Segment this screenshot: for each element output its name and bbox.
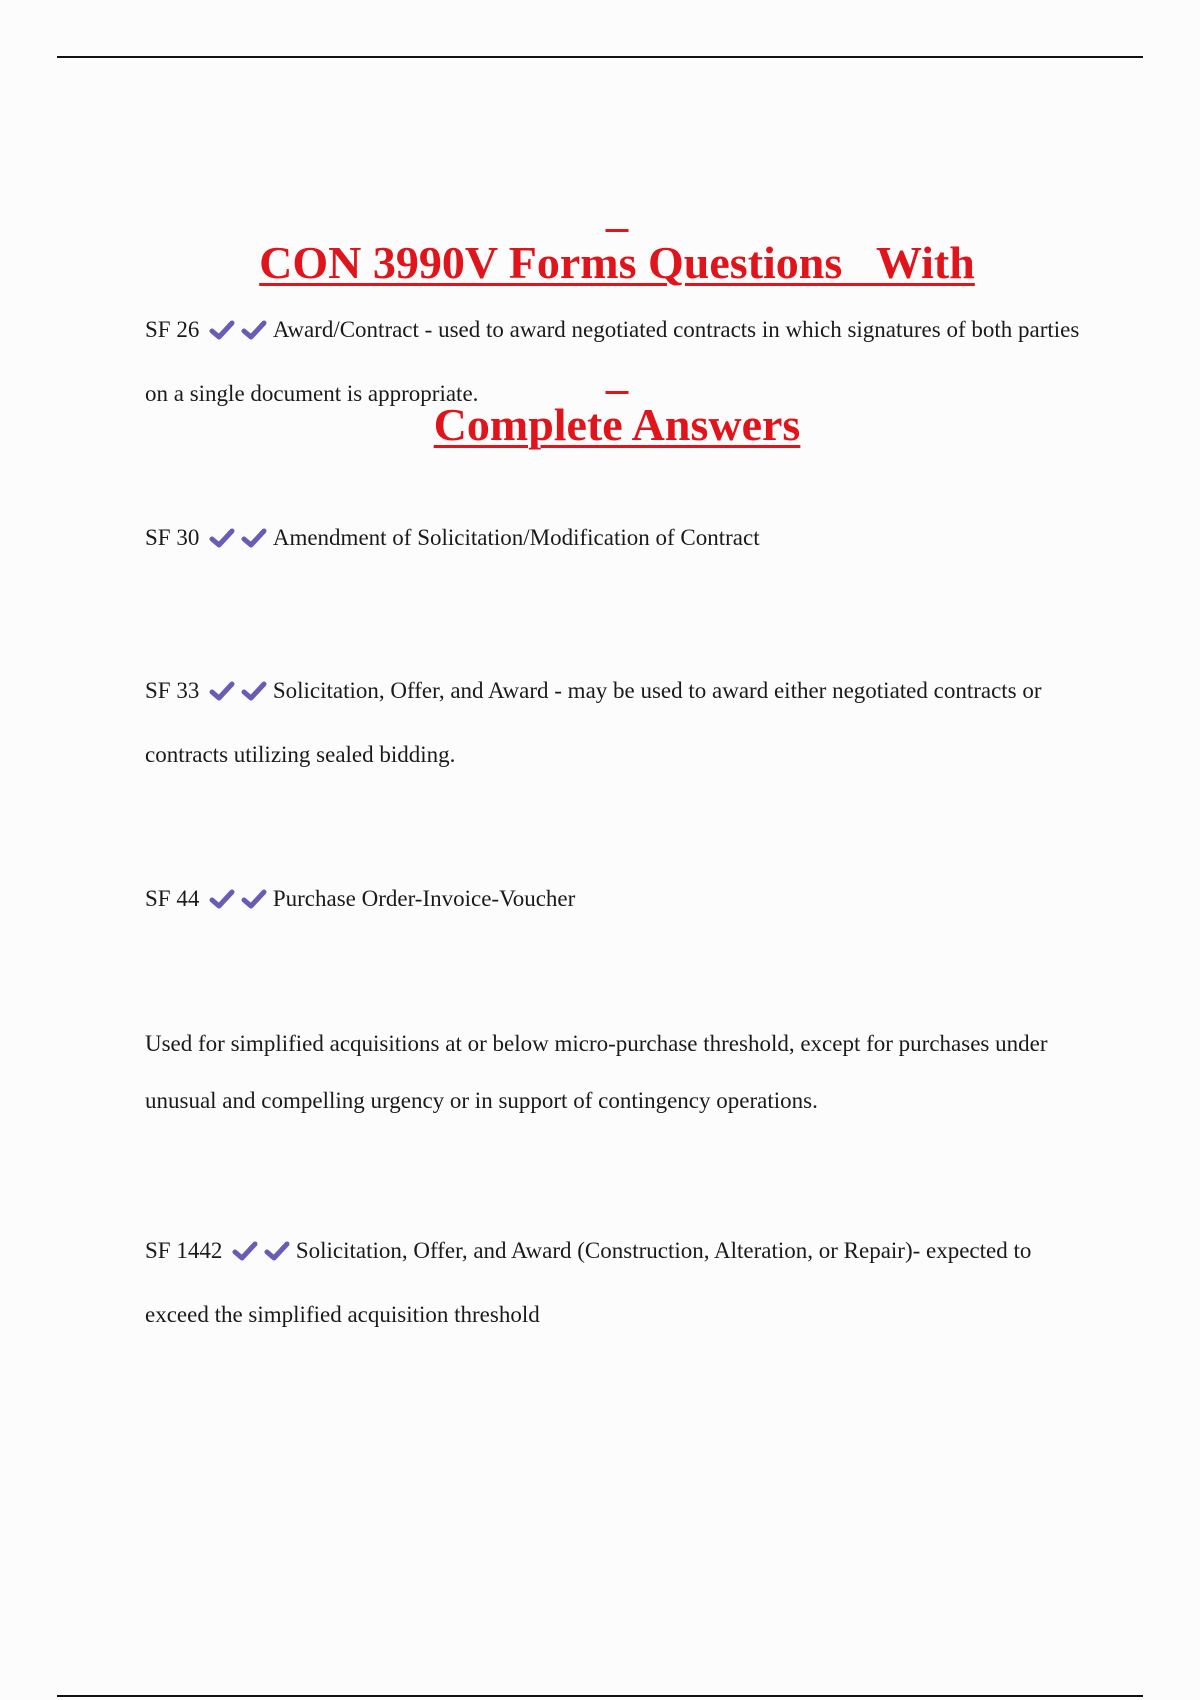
entry-sf-30 [145,508,1095,572]
entry-definition: Solicitation, Offer, and Award (Construction, Alteration, or Repair)- expected to exceed the simplified acquisition threshold [145,1238,1032,1327]
entry-sf-1442 [145,1221,1095,1345]
check-mark-icon [264,1240,290,1262]
check-mark-icons [232,1225,290,1285]
entry-term: SF 33 [145,678,200,703]
check-mark-icon [241,319,267,341]
entry-definition: Purchase Order-Invoice-Voucher [272,886,576,911]
top-divider [57,56,1143,58]
check-mark-icon [209,319,235,341]
entry-term: SF 26 [145,317,200,342]
bottom-divider [57,1695,1143,1697]
entry-sf-26 [145,300,1095,424]
check-mark-icon [241,888,267,910]
entry-definition: Solicitation, Offer, and Award - may be used to award either negotiated contracts or contracts utilizing sealed bidding. [145,678,1042,767]
check-mark-icon [209,888,235,910]
check-mark-icons [209,665,267,725]
entry-sf-44 [145,869,1095,933]
entry-term: SF 30 [145,525,200,550]
title-line-2: Complete Answers [433,399,801,450]
check-mark-icon [209,527,235,549]
check-mark-icon [209,680,235,702]
entry-definition: Amendment of Solicitation/Modification of Contract [272,525,760,550]
note-text: Used for simplified acquisitions at or below micro-purchase threshold, except for purchases under unusual and compelling urgency or in support of contingency operations. [145,1031,1048,1113]
check-mark-icon [241,527,267,549]
check-mark-icons [209,512,267,572]
entry-definition: Award/Contract - used to award negotiated contracts in which signatures of both parties on a single document is appropriate. [145,317,1080,406]
check-mark-icons [209,873,267,933]
sf-44-note [145,1015,1095,1129]
check-mark-icons [209,304,267,364]
title-line-1: CON 3990V Forms Questions With [259,237,975,288]
check-mark-icon [241,680,267,702]
entry-term: SF 1442 [145,1238,223,1263]
entry-sf-33 [145,661,1095,785]
check-mark-icon [232,1240,258,1262]
entry-term: SF 44 [145,886,200,911]
